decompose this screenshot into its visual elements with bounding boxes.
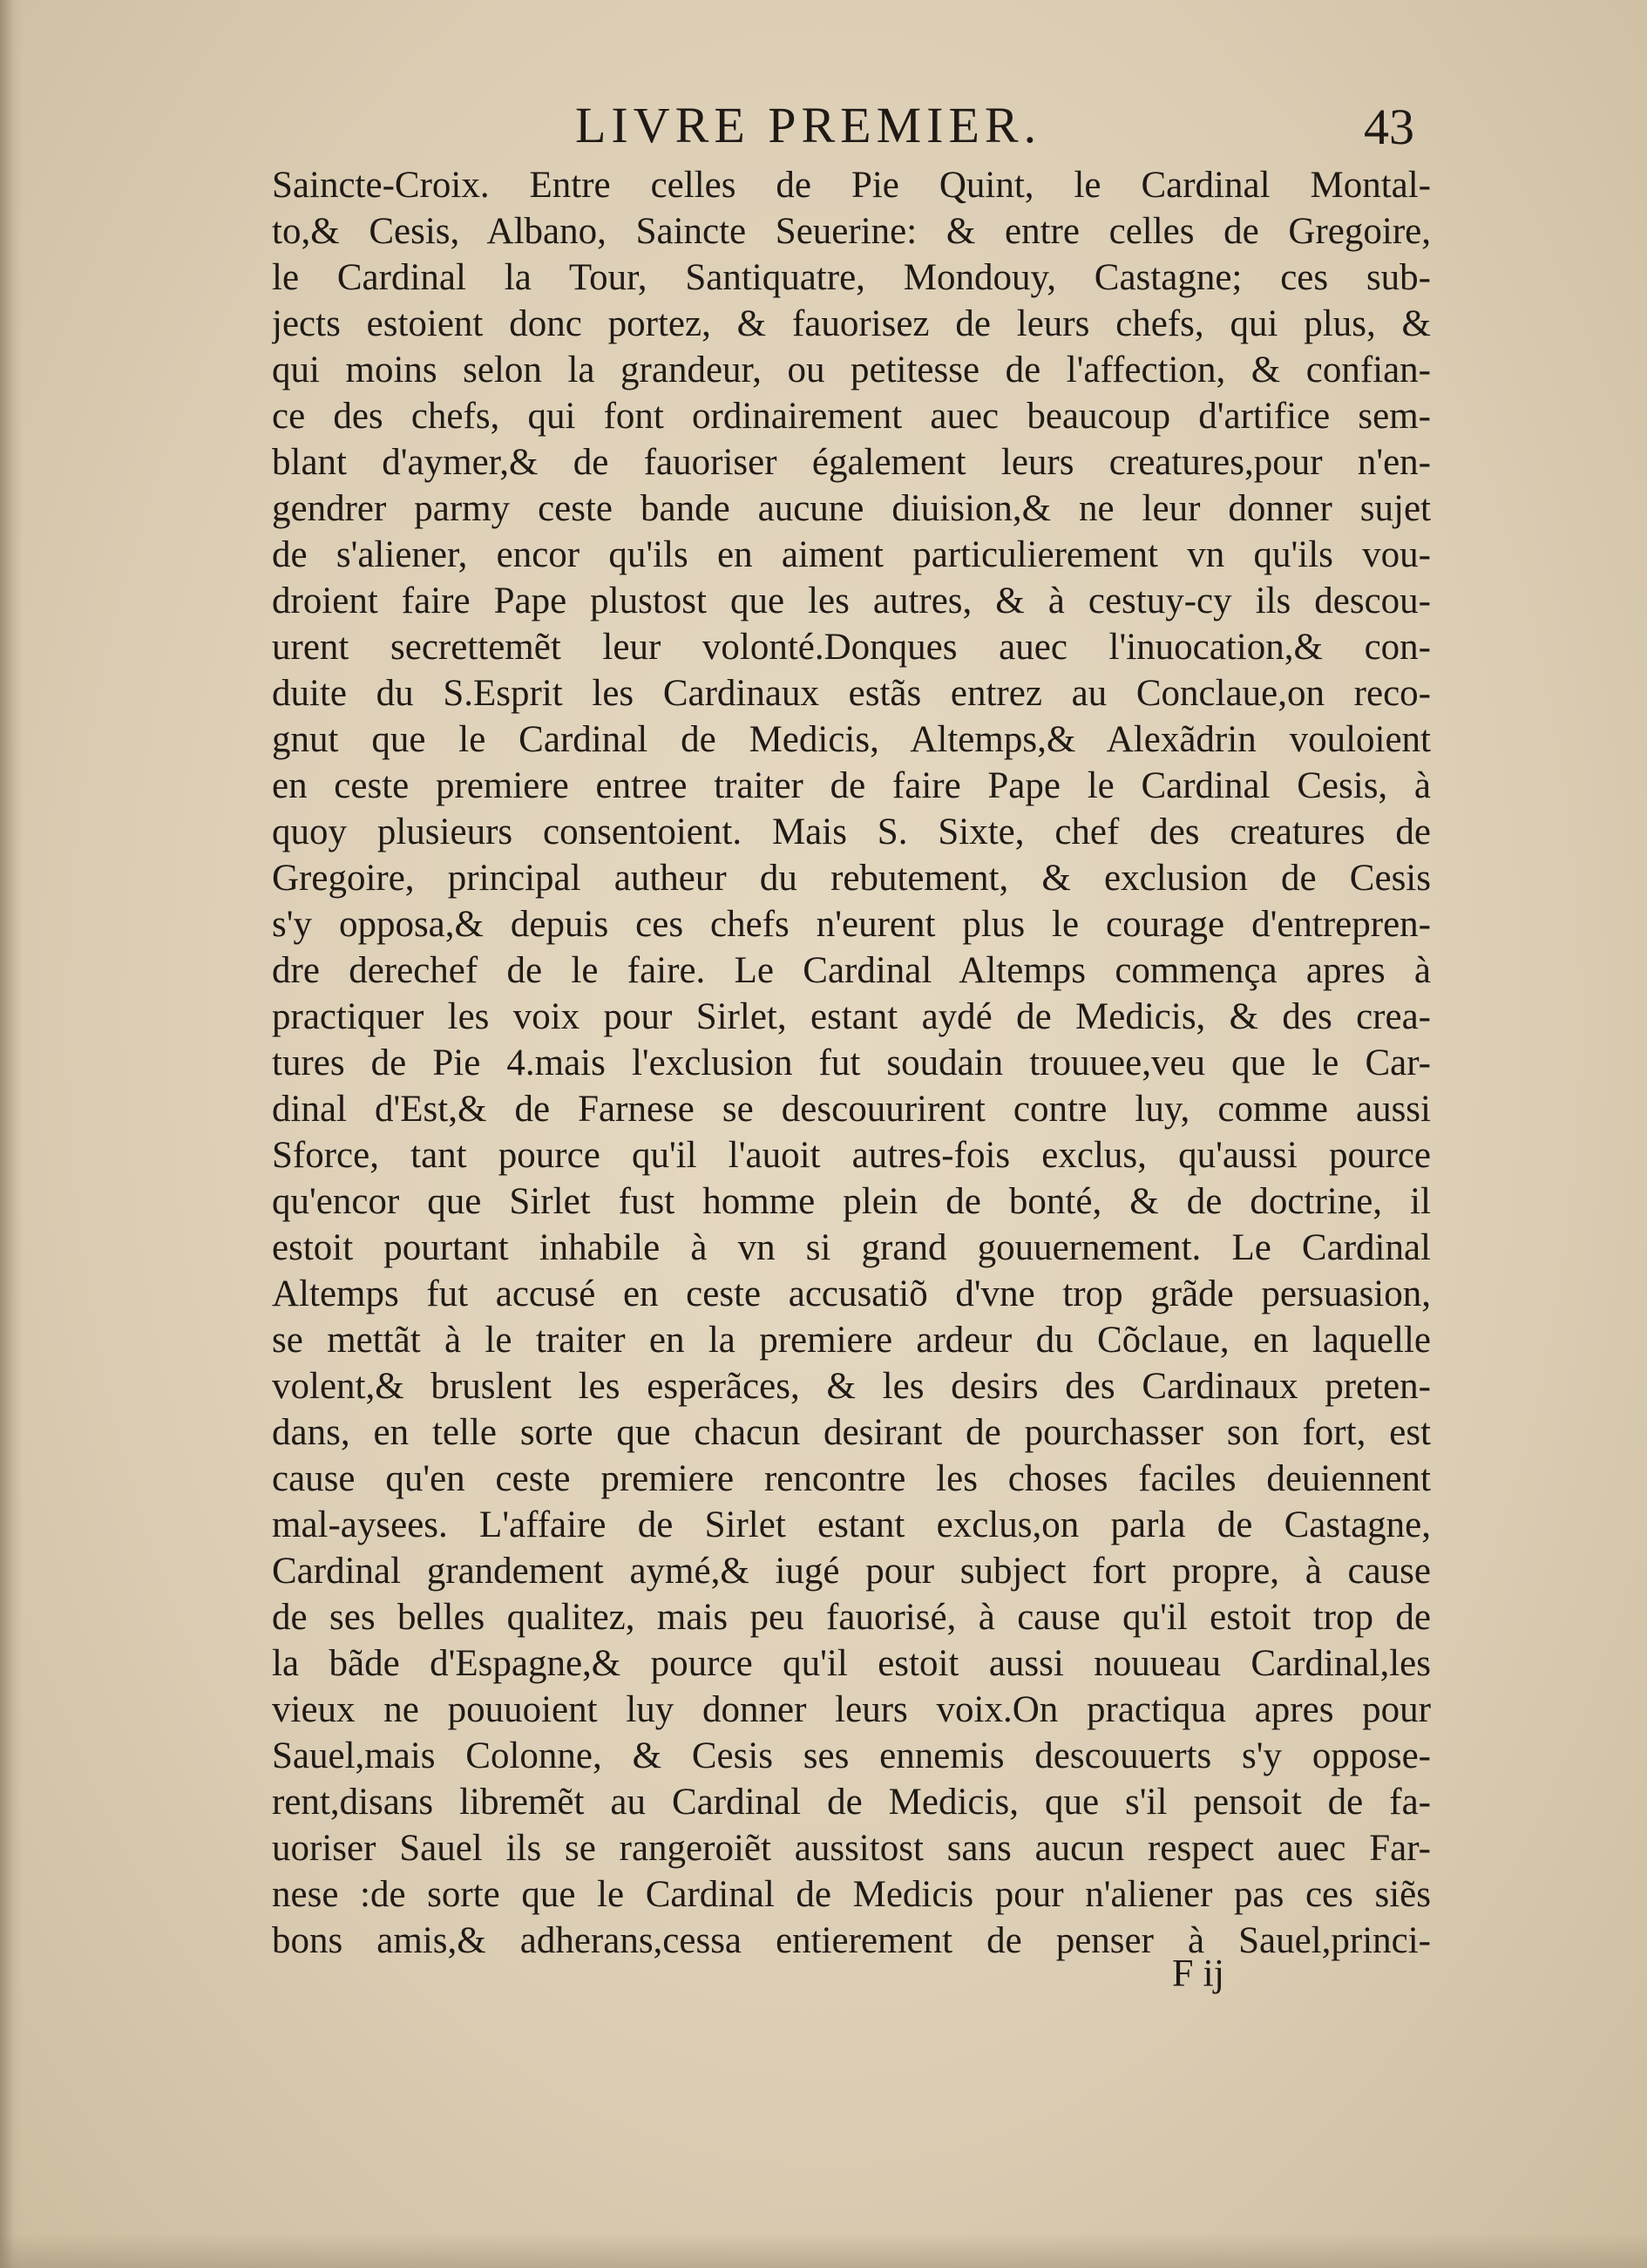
text-line: practiquer les voix pour Sirlet, estant aydé de Medicis, & des crea- [272, 996, 1431, 1037]
text-line: duite du S.Esprit les Cardinaux estãs entrez au Conclaue,on reco- [272, 673, 1431, 714]
text-line: qui moins selon la grandeur, ou petitesse de l'affection, & confian- [272, 350, 1431, 390]
text-line: tures de Pie 4.mais l'exclusion fut soudain trouuee,veu que le Car- [272, 1042, 1431, 1083]
text-line: de ses belles qualitez, mais peu fauorisé, à cause qu'il estoit trop de [272, 1597, 1431, 1638]
text-line: jects estoient donc portez, & fauorisez de leurs chefs, qui plus, & [272, 303, 1431, 344]
text-line: mal-aysees. L'affaire de Sirlet estant exclus,on parla de Castagne, [272, 1504, 1431, 1545]
page-edge-shadow [0, 2233, 1647, 2268]
page-number: 43 [1364, 98, 1414, 155]
signature-mark: F ij [1172, 1952, 1224, 1994]
text-line: ce des chefs, qui font ordinairement auec beaucoup d'artifice sem- [272, 396, 1431, 437]
text-line: gnut que le Cardinal de Medicis, Altemps,& Alexãdrin vouloient [272, 719, 1431, 760]
text-line: volent,& bruslent les esperãces, & les desirs des Cardinaux preten- [272, 1366, 1431, 1407]
text-line: dans, en telle sorte que chacun desirant de pourchasser son fort, est [272, 1412, 1431, 1453]
text-line: qu'encor que Sirlet fust homme plein de bonté, & de doctrine, il [272, 1181, 1431, 1222]
text-block [272, 162, 1431, 1964]
text-line: to,& Cesis, Albano, Saincte Seuerine: & entre celles de Gregoire, [272, 211, 1431, 252]
text-line: estoit pourtant inhabile à vn si grand gouuernement. Le Cardinal [272, 1227, 1431, 1268]
text-line: Cardinal grandement aymé,& iugé pour subject fort propre, à cause [272, 1551, 1431, 1592]
text-line: de s'aliener, encor qu'ils en aiment particulierement vn qu'ils vou- [272, 534, 1431, 575]
text-line: cause qu'en ceste premiere rencontre les choses faciles deuiennent [272, 1458, 1431, 1499]
text-line: Altemps fut accusé en ceste accusatiõ d'vne trop grãde persuasion, [272, 1273, 1431, 1314]
text-line: rent,disans libremẽt au Cardinal de Medicis, que s'il pensoit de fa- [272, 1782, 1431, 1823]
text-line: bons amis,& adherans,cessa entierement de penser à Sauel,princi- [272, 1920, 1431, 1961]
text-line: droient faire Pape plustost que les autres, & à cestuy-cy ils descou- [272, 581, 1431, 621]
text-line: vieux ne pouuoient luy donner leurs voix.On practiqua apres pour [272, 1689, 1431, 1730]
text-line: dinal d'Est,& de Farnese se descouurirent contre luy, comme aussi [272, 1089, 1431, 1130]
text-line: uoriser Sauel ils se rangeroiẽt aussitost sans aucun respect auec Far- [272, 1828, 1431, 1869]
text-line: se mettãt à le traiter en la premiere ardeur du Cõclaue, en laquelle [272, 1320, 1431, 1361]
text-line: dre derechef de le faire. Le Cardinal Altemps commença apres à [272, 950, 1431, 991]
text-line: s'y opposa,& depuis ces chefs n'eurent plus le courage d'entrepren- [272, 904, 1431, 945]
text-line: quoy plusieurs consentoient. Mais S. Sixte, chef des creatures de [272, 811, 1431, 852]
text-line: blant d'aymer,& de fauoriser également leurs creatures,pour n'en- [272, 442, 1431, 483]
text-line: le Cardinal la Tour, Santiquatre, Mondouy, Castagne; ces sub- [272, 257, 1431, 298]
text-line: en ceste premiere entree traiter de faire Pape le Cardinal Cesis, à [272, 765, 1431, 806]
text-line: gendrer parmy ceste bande aucune diuision,& ne leur donner sujet [272, 488, 1431, 529]
running-head: LIVRE PREMIER. [575, 97, 1042, 153]
text-line: urent secrettemẽt leur volonté.Donques auec l'inuocation,& con- [272, 627, 1431, 668]
text-line: nese :de sorte que le Cardinal de Medicis pour n'aliener pas ces siẽs [272, 1874, 1431, 1915]
text-line: Sauel,mais Colonne, & Cesis ses ennemis descouuerts s'y oppose- [272, 1735, 1431, 1776]
text-line: la bãde d'Espagne,& pource qu'il estoit aussi nouueau Cardinal,les [272, 1643, 1431, 1684]
text-line: Saincte-Croix. Entre celles de Pie Quint, le Cardinal Montal- [272, 165, 1431, 206]
binding-shadow [0, 0, 23, 2268]
text-line: Gregoire, principal autheur du rebutement, & exclusion de Cesis [272, 858, 1431, 899]
text-line: Sforce, tant pource qu'il l'auoit autres-fois exclus, qu'aussi pource [272, 1135, 1431, 1176]
